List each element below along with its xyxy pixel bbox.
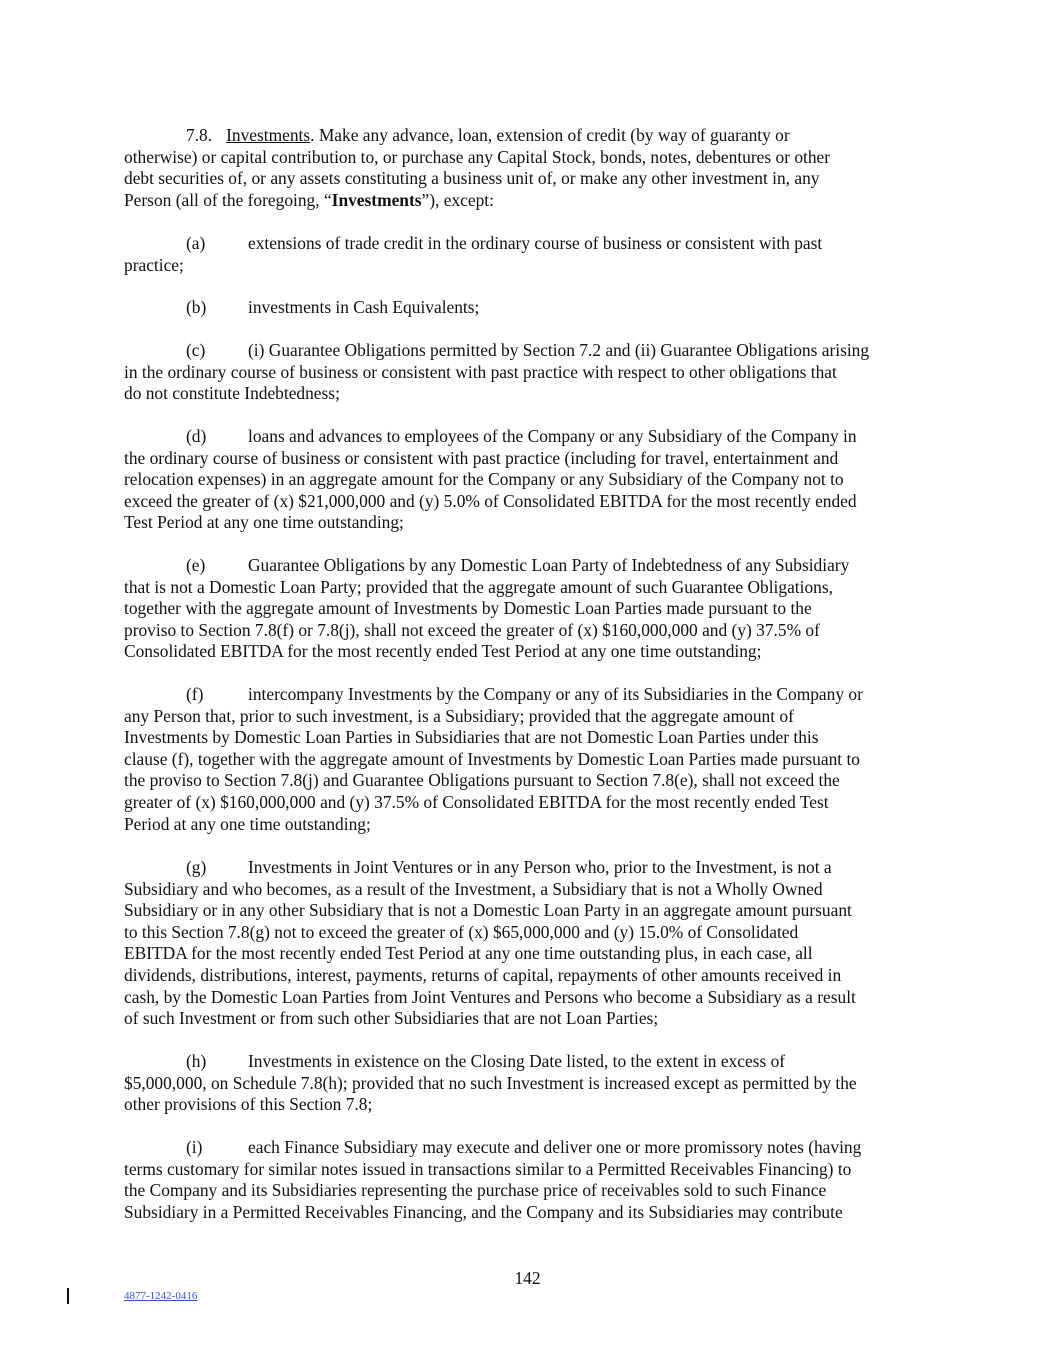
clause-text: Subsidiary or in any other Subsidiary that is not a Domestic Loan Party in an aggregate amount pursuant [124, 900, 852, 921]
clause-text: clause (f), together with the aggregate amount of Investments by Domestic Loan Parties made pursuant to [124, 748, 860, 769]
clause-text: do not constitute Indebtedness; [124, 383, 340, 404]
clause-text: Subsidiary and who becomes, as a result of the Investment, a Subsidiary that is not a Wholly Owned [124, 878, 823, 899]
clause-label: (f) [186, 684, 204, 704]
clause-text: Guarantee Obligations by any Domestic Loan Party of Indebtedness of any Subsidiary [248, 555, 850, 575]
clause-text: the proviso to Section 7.8(j) and Guarantee Obligations pursuant to Section 7.8(e), shall not exceed the [124, 770, 840, 791]
clause-text: intercompany Investments by the Company or any of its Subsidiaries in the Company or [248, 684, 863, 704]
clause-text: Subsidiary in a Permitted Receivables Financing, and the Company and its Subsidiaries may contribute [124, 1201, 843, 1222]
clause-text: exceed the greater of (x) $21,000,000 and (y) 5.0% of Consolidated EBITDA for the most recently ended [124, 490, 857, 511]
clause-label: (h) [186, 1051, 207, 1071]
clause-text: Period at any one time outstanding; [124, 813, 371, 834]
clause-c [124, 340, 934, 405]
clause-text: Investments by Domestic Loan Parties in Subsidiaries that are not Domestic Loan Parties under this [124, 727, 819, 748]
clause-text: greater of (x) $160,000,000 and (y) 37.5% of Consolidated EBITDA for the most recently ended Test [124, 791, 829, 812]
clause-text: $5,000,000, on Schedule 7.8(h); provided that no such Investment is increased except as permitted by the [124, 1072, 857, 1093]
clause-label: (d) [186, 426, 207, 446]
clause-text: EBITDA for the most recently ended Test Period at any one time outstanding plus, in each case, all [124, 943, 813, 964]
clause-text: Investments in Joint Ventures or in any Person who, prior to the Investment, is not a [248, 857, 832, 877]
clause-text: loans and advances to employees of the Company or any Subsidiary of the Company in [248, 426, 857, 446]
section-number: 7.8. [186, 125, 213, 145]
clause-text: investments in Cash Equivalents; [248, 297, 480, 317]
clause-text: cash, by the Domestic Loan Parties from Joint Ventures and Persons who become a Subsidiary as a result [124, 986, 856, 1007]
clause-label: (e) [186, 555, 206, 575]
clause-e [124, 555, 934, 663]
clause-g [124, 857, 934, 1030]
clause-text: Investments in existence on the Closing Date listed, to the extent in excess of [248, 1051, 786, 1071]
clause-text: relocation expenses) in an aggregate amount for the Company or any Subsidiary of the Company not to [124, 469, 844, 490]
clause-label: (g) [186, 857, 207, 877]
clause-text: the Company and its Subsidiaries representing the purchase price of receivables sold to such Finance [124, 1180, 827, 1201]
clause-d [124, 426, 934, 534]
defined-term: Investments [331, 189, 422, 210]
clause-text: other provisions of this Section 7.8; [124, 1094, 373, 1115]
document-id: 4877-1242-0416 [124, 1290, 198, 1302]
clause-text: extensions of trade credit in the ordinary course of business or consistent with past [248, 233, 823, 253]
clause-h [124, 1051, 934, 1116]
clause-text: proviso to Section 7.8(f) or 7.8(j), shall not exceed the greater of (x) $160,000,000 and (y) 37.5% of [124, 619, 820, 640]
clause-text: that is not a Domestic Loan Party; provided that the aggregate amount of such Guarantee Obligations, [124, 576, 833, 597]
clause-label: (a) [186, 233, 206, 253]
clause-label: (i) [186, 1137, 203, 1157]
clause-text: any Person that, prior to such investment, is a Subsidiary; provided that the aggregate amount of [124, 705, 794, 726]
clause-label: (b) [186, 297, 207, 317]
clause-text: practice; [124, 254, 184, 275]
clause-label: (c) [186, 340, 206, 360]
clause-text: the ordinary course of business or consistent with past practice (including for travel, entertainment and [124, 447, 839, 468]
section-7-8-intro: 7.8. Investments. Make any advance, loan, extension of credit (by way of guaranty or otherwise) or capital contribution to, or purchase any Capital Stock, bonds, notes, debentures or other debt securities of, or any assets constituting a business unit of, or make any other investment in, any Person (all of the foregoing, “Investments”), except: [124, 125, 831, 210]
clause-text: (i) Guarantee Obligations permitted by Section 7.2 and (ii) Guarantee Obligations arising [248, 340, 870, 360]
clause-text: to this Section 7.8(g) not to exceed the greater of (x) $65,000,000 and (y) 15.0% of Consolidated [124, 921, 799, 942]
change-bar [67, 1288, 69, 1304]
clause-text: terms customary for similar notes issued in transactions similar to a Permitted Receivables Financing) to [124, 1158, 852, 1179]
clause-i [124, 1137, 934, 1223]
clause-a [124, 233, 934, 276]
clause-text: together with the aggregate amount of Investments by Domestic Loan Parties made pursuant to the [124, 598, 812, 619]
clause-f [124, 684, 934, 835]
section-title: Investments [226, 125, 311, 145]
clause-text: dividends, distributions, interest, payments, returns of capital, repayments of other amounts received in [124, 964, 842, 985]
clause-text: Consolidated EBITDA for the most recently ended Test Period at any one time outstanding; [124, 641, 762, 662]
page-number: 142 [514, 1268, 541, 1288]
clause-b [124, 297, 934, 319]
clause-text: Test Period at any one time outstanding; [124, 512, 404, 533]
clause-text: in the ordinary course of business or consistent with past practice with respect to other obligations that [124, 361, 837, 382]
clause-text: each Finance Subsidiary may execute and deliver one or more promissory notes (having [248, 1137, 862, 1157]
clause-text: of such Investment or from such other Subsidiaries that are not Loan Parties; [124, 1008, 659, 1029]
